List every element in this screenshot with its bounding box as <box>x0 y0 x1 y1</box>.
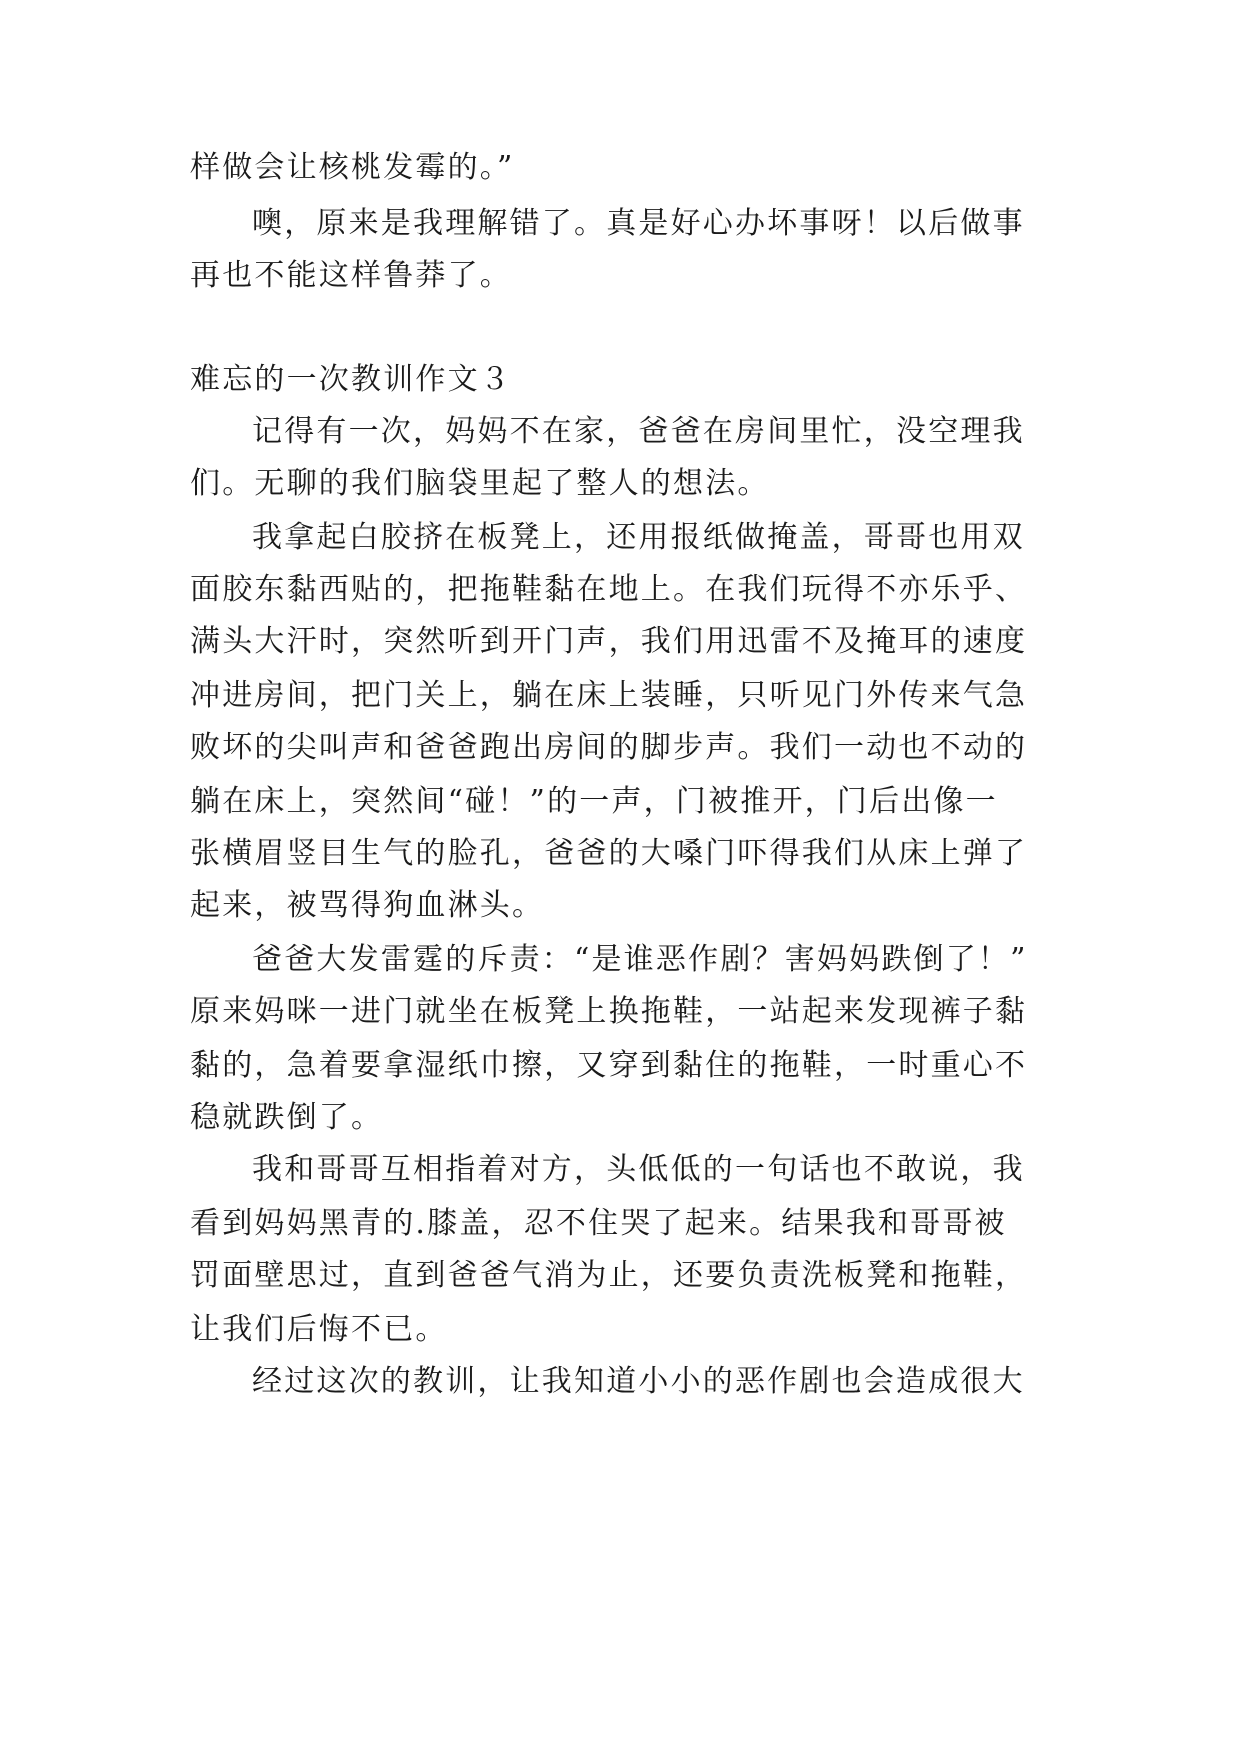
paragraph-first-line: 我和哥哥互相指着对方，头低低的一句话也不敢说，我 <box>252 1152 1025 1187</box>
paragraph-first-line: 爸爸大发雷霆的斥责：“是谁恶作剧？害妈妈跌倒了！” <box>252 942 1028 977</box>
text-line: 起来，被骂得狗血淋头。 <box>190 888 545 923</box>
paragraph-first-line: 我拿起白胶挤在板凳上，还用报纸做掩盖，哥哥也用双 <box>252 520 1025 555</box>
text-line: 原来妈咪一进门就坐在板凳上换拖鞋，一站起来发现裤子黏 <box>190 994 1028 1029</box>
text-line: 满头大汗时，突然听到开门声，我们用迅雷不及掩耳的速度 <box>190 624 1028 659</box>
text-line: 让我们后悔不已。 <box>190 1312 448 1347</box>
text-line: 败坏的尖叫声和爸爸跑出房间的脚步声。我们一动也不动的 <box>190 730 1028 765</box>
section-heading: 难忘的一次教训作文３ <box>190 362 512 397</box>
text-line: 张横眉竖目生气的脸孔，爸爸的大嗓门吓得我们从床上弹了 <box>190 836 1028 871</box>
paragraph-first-line: 噢，原来是我理解错了。真是好心办坏事呀！以后做事 <box>252 206 1025 241</box>
text-line: 们。无聊的我们脑袋里起了整人的想法。 <box>190 466 770 501</box>
paragraph-first-line: 记得有一次，妈妈不在家，爸爸在房间里忙，没空理我 <box>252 414 1025 449</box>
paragraph-first-line: 经过这次的教训，让我知道小小的恶作剧也会造成很大 <box>252 1364 1025 1399</box>
text-line: 稳就跌倒了。 <box>190 1100 384 1135</box>
text-line: 罚面壁思过，直到爸爸气消为止，还要负责洗板凳和拖鞋， <box>190 1258 1028 1293</box>
text-line: 样做会让核桃发霉的。” <box>190 150 515 185</box>
text-line: 面胶东黏西贴的，把拖鞋黏在地上。在我们玩得不亦乐乎、 <box>190 572 1028 607</box>
text-line: 冲进房间，把门关上，躺在床上装睡，只听见门外传来气急 <box>190 678 1028 713</box>
text-line: 再也不能这样鲁莽了。 <box>190 258 512 293</box>
text-line: 看到妈妈黑青的.膝盖，忍不住哭了起来。结果我和哥哥被 <box>190 1206 1007 1241</box>
text-line: 躺在床上，突然间“碰！”的一声，门被推开，门后出像一 <box>190 784 998 819</box>
text-line: 黏的，急着要拿湿纸巾擦，又穿到黏住的拖鞋，一时重心不 <box>190 1048 1028 1083</box>
